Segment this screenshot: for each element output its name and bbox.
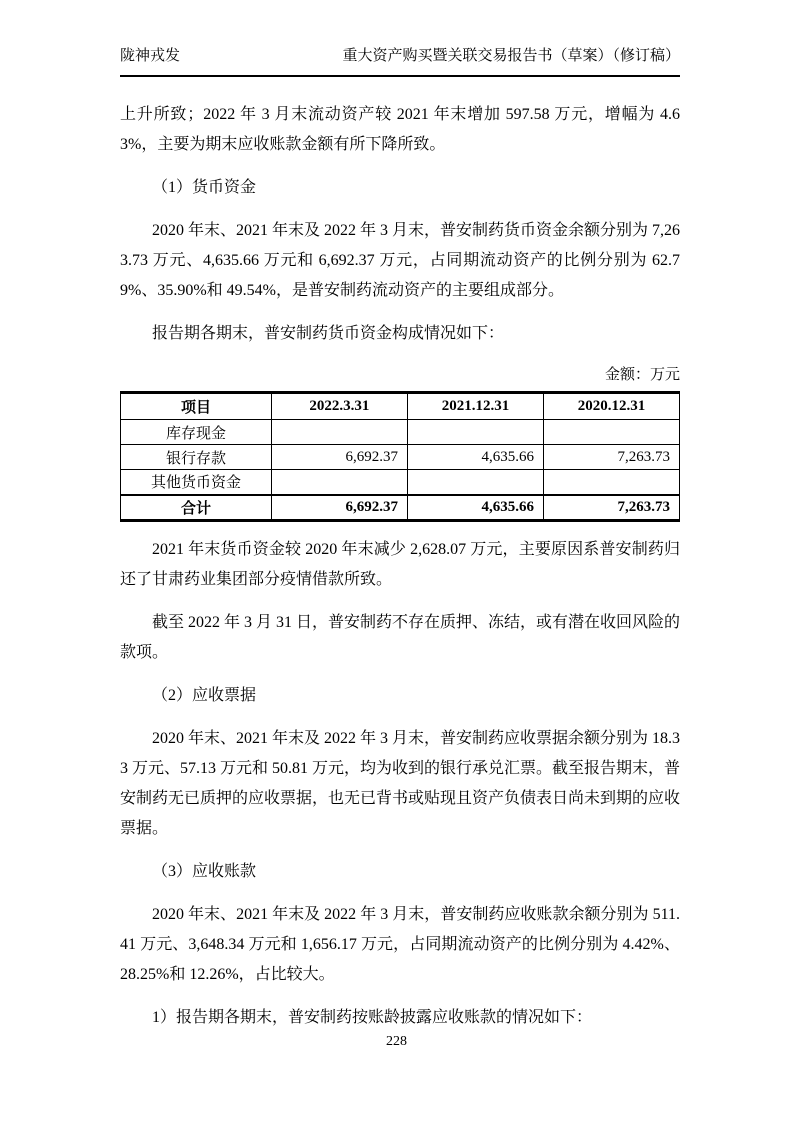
page-footer: [0, 1034, 793, 1050]
cell-value: 6,692.37: [271, 445, 407, 470]
cell-value: [407, 470, 543, 495]
column-header-item: 项目: [121, 393, 272, 420]
cell-value: [543, 420, 679, 445]
cell-value-total: 4,635.66: [407, 495, 543, 521]
cell-value: 4,635.66: [407, 445, 543, 470]
row-label-total: 合计: [121, 495, 272, 521]
table-row-total: [121, 495, 680, 521]
column-header-2020-12-31: 2020.12.31: [543, 393, 679, 420]
paragraph-funds-decrease: 2021 年末货币资金较 2020 年末减少 2,628.07 万元，主要原因系普安制药归还了甘肃药业集团部分疫情借款所致。: [120, 540, 680, 588]
currency-funds-table: [120, 391, 680, 522]
paragraph-table-intro: 报告期各期末，普安制药货币资金构成情况如下：: [152, 325, 505, 342]
document-body: [120, 77, 680, 1033]
table-row-cash-on-hand: [121, 420, 680, 445]
section-heading-notes-receivable: （2）应收票据: [152, 686, 257, 704]
table-row-bank-deposits: [121, 445, 680, 470]
page-number: 228: [386, 1034, 407, 1049]
cell-value-total: 7,263.73: [543, 495, 679, 521]
header-report-title: 重大资产购买暨关联交易报告书（草案）（修订稿）: [342, 48, 680, 64]
row-label: 其他货币资金: [121, 470, 272, 495]
table-unit-label: 金额：万元: [604, 367, 680, 383]
row-label: 银行存款: [121, 445, 272, 470]
table-row-other-monetary-funds: [121, 470, 680, 495]
cell-value: 7,263.73: [543, 445, 679, 470]
cell-value: [271, 420, 407, 445]
paragraph-currency-funds-balance: 2020 年末、2021 年末及 2022 年 3 月末，普安制药货币资金余额分别为 7,263.73 万元、4,635.66 万元和 6,692.37 万元，占同期流动资产的比例分别为 62.79%、35.90%和 49.54%，是普安制药流动资产的主要组成部分。: [120, 222, 681, 299]
header-company-name: 陇神戎发: [120, 48, 181, 64]
paragraph-no-pledge: 截至 2022 年 3 月 31 日，普安制药不存在质押、冻结，或有潜在收回风险的款项。: [120, 613, 681, 661]
paragraph-accounts-receivable: 2020 年末、2021 年末及 2022 年 3 月末，普安制药应收账款余额分别为 511.41 万元、3,648.34 万元和 1,656.17 万元，占同期流动资产的比例分别为 4.42%、28.25%和 12.26%，占比较大。: [120, 905, 680, 983]
paragraph-notes-receivable: 2020 年末、2021 年末及 2022 年 3 月末，普安制药应收票据余额分别为 18.33 万元、57.13 万元和 50.81 万元，均为收到的银行承兑汇票。截至报告期末，普安制药无已质押的应收票据，也无已背书或贴现且资产负债表日尚未到期的应收票据。: [120, 729, 681, 837]
column-header-2021-12-31: 2021.12.31: [407, 393, 543, 420]
section-heading-accounts-receivable: （3）应收账款: [152, 862, 257, 880]
column-header-2022-03-31: 2022.3.31: [271, 393, 407, 420]
page-header: [120, 0, 680, 77]
cell-value-total: 6,692.37: [271, 495, 407, 521]
table-header-row: [121, 393, 680, 420]
list-item-aging-disclosure: 1）报告期各期末，普安制药按账龄披露应收账款的情况如下：: [152, 1008, 593, 1026]
cell-value: [407, 420, 543, 445]
cell-value: [543, 470, 679, 495]
section-heading-currency-funds: （1）货币资金: [152, 179, 257, 196]
row-label: 库存现金: [121, 420, 272, 445]
cell-value: [271, 470, 407, 495]
paragraph-continuation: 上升所致；2022 年 3 月末流动资产较 2021 年末增加 597.58 万元，增幅为 4.63%，主要为期末应收账款金额有所下降所致。: [120, 106, 680, 153]
